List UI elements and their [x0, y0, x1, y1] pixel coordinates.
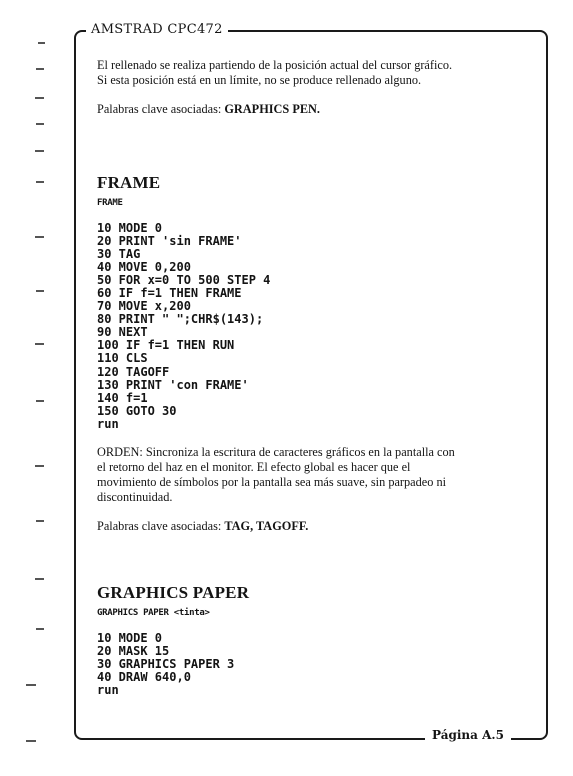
frame-description — [97, 445, 529, 505]
margin-mark — [35, 578, 44, 580]
header-title: AMSTRAD CPC472 — [86, 22, 228, 37]
code-line: 20 MASK 15 — [97, 643, 170, 658]
code-line: 10 MODE 0 — [97, 221, 163, 235]
margin-mark — [35, 465, 44, 467]
code-line: 80 PRINT " ";CHR$(143); — [97, 312, 264, 327]
code-line: 60 IF f=1 THEN FRAME — [97, 286, 242, 301]
margin-mark — [35, 97, 44, 99]
margin-mark — [36, 628, 44, 630]
description-line: discontinuidad. — [97, 489, 173, 504]
margin-mark — [35, 150, 44, 152]
margin-mark — [36, 400, 44, 402]
margin-mark — [36, 520, 44, 522]
description-line: ORDEN: Sincroniza la escritura de caracteres gráficos en la pantalla con — [97, 444, 455, 459]
intro-keywords — [97, 102, 529, 117]
margin-mark — [26, 684, 36, 686]
keywords-label: Palabras clave asociadas: — [97, 102, 222, 116]
code-line: 40 MOVE 0,200 — [97, 260, 191, 275]
code-line: 140 f=1 — [97, 390, 148, 405]
code-line: 20 PRINT 'sin FRAME' — [97, 234, 242, 249]
margin-mark — [36, 68, 44, 70]
section-title-graphics-paper: GRAPHICS PAPER — [97, 582, 250, 602]
margin-mark — [36, 123, 44, 125]
margin-mark — [35, 236, 44, 238]
code-line: 110 CLS — [97, 351, 148, 366]
margin-mark — [35, 343, 44, 345]
page-number: Página A.5 — [425, 728, 511, 742]
syntax-graphics-paper: GRAPHICS PAPER <tinta> — [97, 607, 210, 618]
code-line: 40 DRAW 640,0 — [97, 669, 191, 684]
code-line: 90 NEXT — [97, 325, 148, 340]
keywords-value: GRAPHICS PEN. — [224, 102, 321, 116]
syntax-frame: FRAME — [97, 198, 123, 208]
margin-mark — [36, 181, 44, 183]
code-line: run — [97, 682, 119, 697]
code-line: 30 GRAPHICS PAPER 3 — [97, 656, 235, 671]
code-line: 100 IF f=1 THEN RUN — [97, 338, 235, 353]
intro-line: Si esta posición está en un límite, no se produce rellenado alguno. — [97, 73, 422, 87]
code-line: 150 GOTO 30 — [97, 403, 177, 418]
description-line: movimiento de símbolos por la pantalla sea más suave, sin parpadeo ni — [97, 474, 447, 489]
intro-paragraph — [97, 58, 529, 88]
code-listing-frame — [97, 222, 529, 431]
code-line: 120 TAGOFF — [97, 364, 170, 379]
margin-mark — [26, 740, 36, 742]
code-line: 130 PRINT 'con FRAME' — [97, 377, 249, 392]
intro-line: El rellenado se realiza partiendo de la posición actual del cursor gráfico. — [97, 58, 453, 72]
code-line: 70 MOVE x,200 — [97, 299, 191, 314]
margin-mark — [36, 290, 44, 292]
section-title-frame: FRAME — [97, 173, 161, 192]
description-line: el retorno del haz en el monitor. El efecto global es hacer que el — [97, 459, 411, 474]
margin-mark — [38, 42, 45, 44]
frame-keywords — [97, 519, 529, 534]
code-line: run — [97, 416, 119, 431]
code-line: 50 FOR x=0 TO 500 STEP 4 — [97, 273, 271, 288]
keywords-label: Palabras clave asociadas: — [97, 518, 222, 533]
code-line: 30 TAG — [97, 247, 141, 262]
code-line: 10 MODE 0 — [97, 630, 163, 645]
keywords-value: TAG, TAGOFF. — [224, 518, 309, 533]
page-content — [97, 58, 529, 697]
code-listing-graphics-paper — [97, 632, 529, 697]
